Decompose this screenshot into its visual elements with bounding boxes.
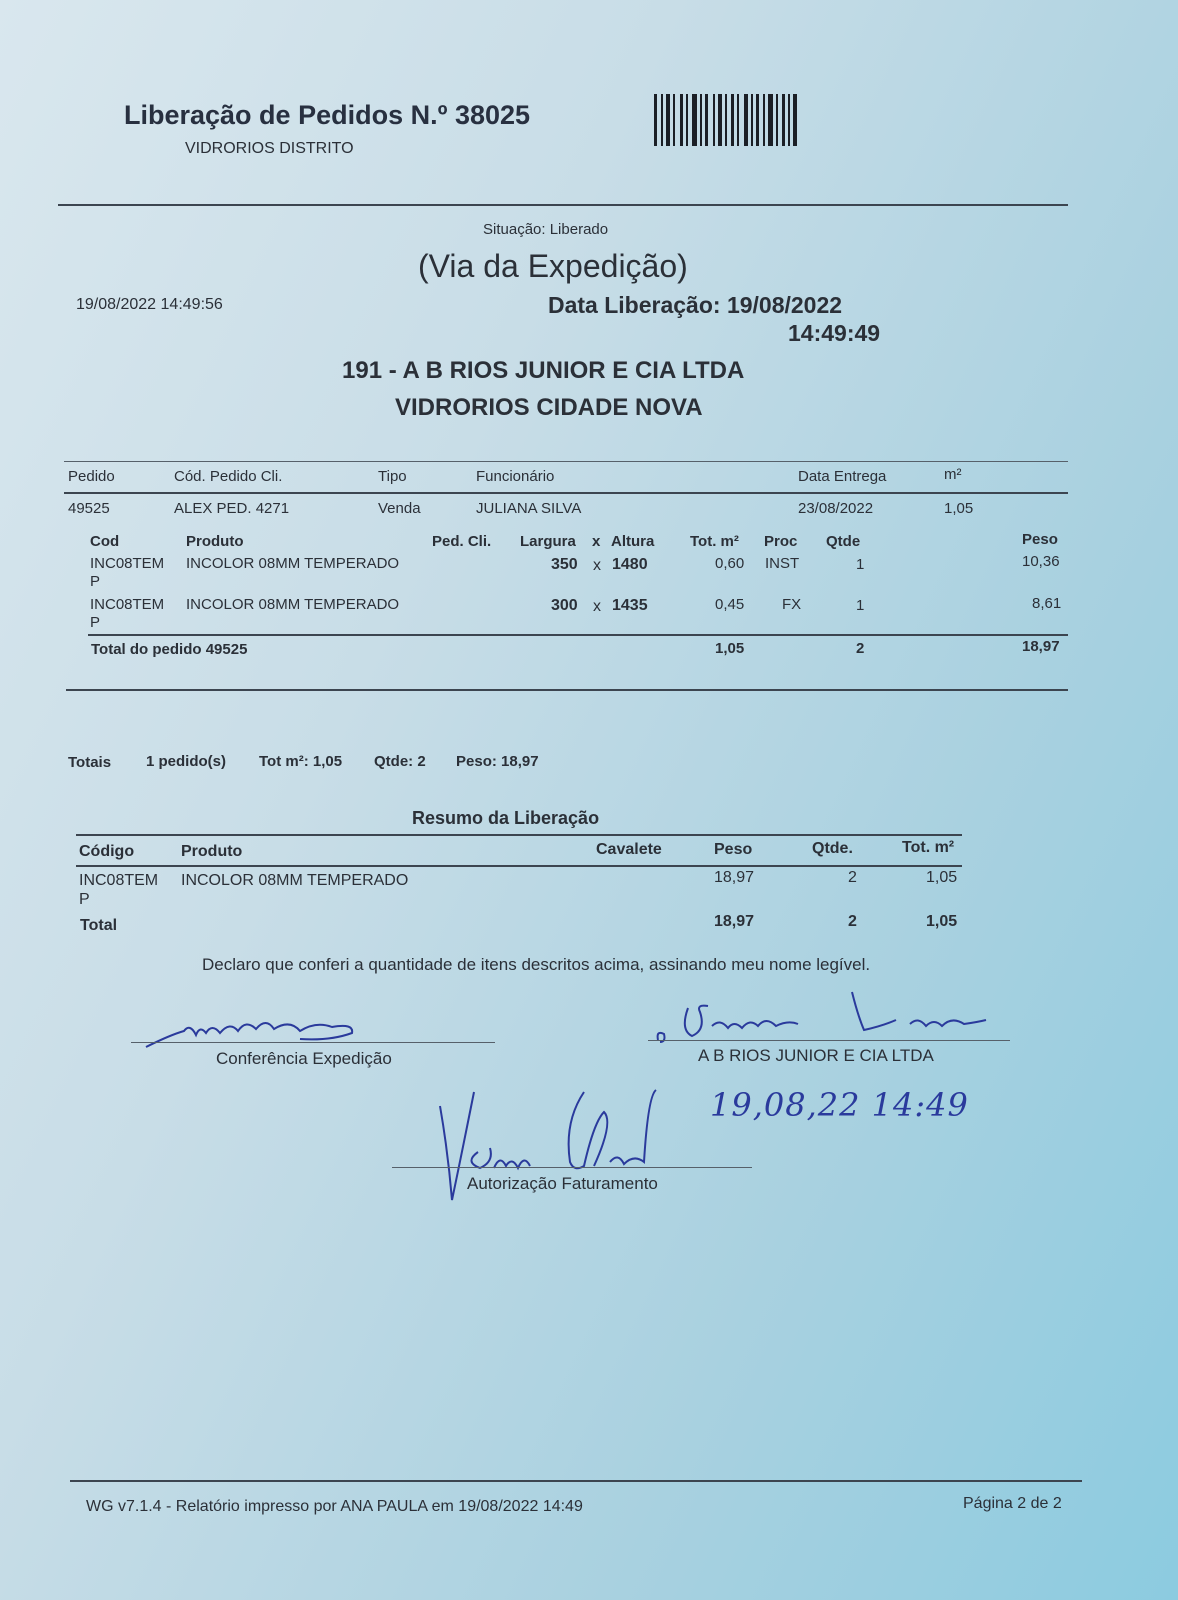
item-peso: 8,61 [1032, 595, 1062, 612]
copy-type: (Via da Expedição) [418, 248, 688, 284]
summary-codigo-suffix: P [79, 891, 90, 908]
page-number: Página 2 de 2 [963, 1495, 1062, 1512]
summary-top-rule [76, 834, 962, 836]
client-signature-label: A B RIOS JUNIOR E CIA LTDA [698, 1046, 934, 1065]
item-x: x [593, 557, 601, 574]
item-largura: 300 [551, 597, 578, 614]
printed-timestamp: 19/08/2022 14:49:56 [76, 296, 223, 313]
order-cod-pedido-cli: ALEX PED. 4271 [174, 500, 290, 517]
summary-header-codigo: Código [79, 843, 135, 860]
release-date: Data Liberação: 19/08/2022 [548, 292, 843, 318]
summary-header-peso: Peso [714, 841, 753, 858]
summary-header-tot-m2: Tot. m² [902, 839, 955, 856]
handwritten-date: 19,08,22 14:49 [710, 1086, 969, 1124]
totals-qtde: Qtde: 2 [374, 753, 426, 770]
item-cod: INC08TEM [90, 555, 165, 572]
item-peso: 10,36 [1022, 553, 1060, 570]
totals-m2: Tot m²: 1,05 [259, 753, 343, 770]
order-pedido: 49525 [68, 500, 110, 517]
item-cod-suffix: P [90, 614, 101, 631]
item-proc: FX [782, 596, 802, 613]
order-table-header-rule [64, 492, 1068, 494]
item-header-altura: Altura [611, 533, 655, 550]
order-total-qtde: 2 [856, 640, 865, 657]
summary-header-produto: Produto [181, 843, 243, 860]
item-header-produto: Produto [186, 533, 244, 550]
summary-total-peso: 18,97 [714, 913, 755, 930]
totals-label: Totais [68, 754, 112, 771]
client-branch: VIDRORIOS CIDADE NOVA [395, 394, 703, 421]
summary-tot-m2: 1,05 [926, 869, 958, 886]
item-altura: 1480 [612, 556, 648, 573]
order-table-top-rule [64, 461, 1068, 462]
item-produto: INCOLOR 08MM TEMPERADO [186, 555, 400, 572]
item-x: x [593, 598, 601, 615]
totals-peso: Peso: 18,97 [456, 753, 539, 770]
billing-signature-line [392, 1167, 752, 1168]
summary-total-qtde: 2 [848, 913, 857, 930]
summary-title: Resumo da Liberação [412, 808, 600, 828]
item-header-x: x [592, 533, 601, 550]
col-header-data-entrega: Data Entrega [798, 468, 887, 485]
col-header-cod-pedido-cli: Cód. Pedido Cli. [174, 468, 283, 485]
order-m2: 1,05 [944, 500, 974, 517]
order-total-m2: 1,05 [715, 640, 745, 657]
header-divider [58, 204, 1068, 206]
order-tipo: Venda [378, 500, 421, 517]
item-header-largura: Largura [520, 533, 576, 550]
summary-header-rule [76, 865, 962, 867]
document-title: Liberação de Pedidos N.º 38025 [124, 100, 531, 130]
col-header-m2: m² [944, 466, 962, 483]
client-signature-line [648, 1040, 1010, 1041]
expedition-signature-line [131, 1042, 495, 1043]
col-header-tipo: Tipo [378, 468, 407, 485]
totals-pedidos: 1 pedido(s) [146, 753, 227, 770]
item-largura: 350 [551, 556, 578, 573]
summary-qtde: 2 [848, 869, 857, 886]
item-header-ped-cli: Ped. Cli. [432, 533, 492, 550]
summary-produto: INCOLOR 08MM TEMPERADO [181, 872, 409, 889]
summary-total-label: Total [80, 917, 118, 934]
status-text: Situação: Liberado [483, 221, 609, 238]
order-funcionario: JULIANA SILVA [476, 500, 582, 517]
release-time: 14:49:49 [788, 320, 881, 346]
summary-peso: 18,97 [714, 869, 755, 886]
expedition-signature [140, 1005, 370, 1055]
item-altura: 1435 [612, 597, 648, 614]
item-header-proc: Proc [764, 533, 798, 550]
item-proc: INST [765, 555, 800, 572]
summary-header-cavalete: Cavalete [596, 841, 662, 858]
items-total-rule [88, 634, 1068, 636]
item-qtde: 1 [856, 556, 865, 573]
billing-signature-label: Autorização Faturamento [467, 1174, 658, 1193]
order-total-peso: 18,97 [1022, 638, 1060, 655]
item-header-tot-m2: Tot. m² [690, 533, 739, 550]
summary-header-qtde: Qtde. [812, 840, 853, 857]
item-cod-suffix: P [90, 573, 101, 590]
item-header-peso: Peso [1022, 531, 1058, 548]
col-header-pedido: Pedido [68, 468, 115, 485]
order-data-entrega: 23/08/2022 [798, 500, 874, 517]
client-name: 191 - A B RIOS JUNIOR E CIA LTDA [342, 357, 745, 384]
item-header-cod: Cod [90, 533, 120, 550]
footer-rule [70, 1480, 1082, 1482]
items-bottom-rule [66, 689, 1068, 691]
summary-total-tot-m2: 1,05 [926, 913, 958, 930]
item-tot-m2: 0,45 [715, 596, 745, 613]
declaration-text: Declaro que conferi a quantidade de itens descritos acima, assinando meu nome legível. [202, 955, 871, 974]
order-total-label: Total do pedido 49525 [91, 641, 248, 658]
expedition-signature-label: Conferência Expedição [216, 1049, 392, 1068]
barcode [654, 94, 832, 146]
item-cod: INC08TEM [90, 596, 165, 613]
company-name: VIDRORIOS DISTRITO [185, 140, 354, 157]
item-header-qtde: Qtde [826, 533, 861, 550]
item-produto: INCOLOR 08MM TEMPERADO [186, 596, 400, 613]
col-header-funcionario: Funcionário [476, 468, 555, 485]
footer-print-info: WG v7.1.4 - Relatório impresso por ANA PAULA em 19/08/2022 14:49 [86, 1498, 583, 1515]
summary-codigo: INC08TEM [79, 872, 159, 889]
item-qtde: 1 [856, 597, 865, 614]
item-tot-m2: 0,60 [715, 555, 745, 572]
